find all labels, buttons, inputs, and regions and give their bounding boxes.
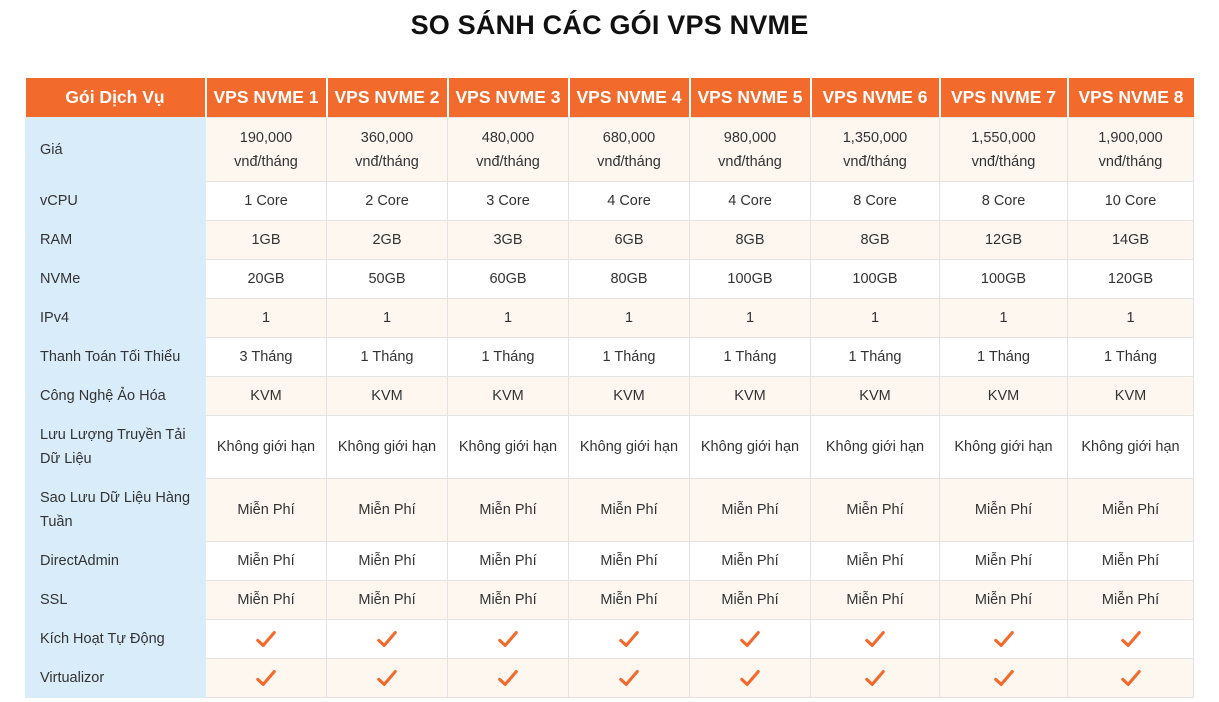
table-cell — [811, 659, 940, 698]
table-cell: Miễn Phí — [940, 479, 1068, 542]
table-cell: KVM — [940, 377, 1068, 416]
price-unit: vnđ/tháng — [971, 153, 1036, 170]
table-row — [26, 479, 1194, 542]
table-row — [26, 299, 1194, 338]
table-cell: 3 Core — [448, 182, 569, 221]
check-icon — [255, 667, 277, 689]
header-plan-1: VPS NVME 1 — [206, 78, 327, 118]
row-label: DirectAdmin — [26, 542, 206, 581]
table-cell: Không giới hạn — [811, 416, 940, 479]
table-cell — [1068, 659, 1194, 698]
header-plan-8: VPS NVME 8 — [1068, 78, 1194, 118]
table-cell: Không giới hạn — [690, 416, 811, 479]
header-plan-3: VPS NVME 3 — [448, 78, 569, 118]
header-plan-7: VPS NVME 7 — [940, 78, 1068, 118]
table-cell: Miễn Phí — [206, 581, 327, 620]
row-label: RAM — [26, 221, 206, 260]
table-cell: Miễn Phí — [448, 581, 569, 620]
table-row — [26, 416, 1194, 479]
table-cell: Miễn Phí — [327, 581, 448, 620]
header-plan-2: VPS NVME 2 — [327, 78, 448, 118]
check-icon — [376, 628, 398, 650]
table-cell: Miễn Phí — [811, 542, 940, 581]
check-icon — [497, 628, 519, 650]
table-cell: KVM — [569, 377, 690, 416]
table-cell: Miễn Phí — [327, 542, 448, 581]
table-cell: 100GB — [811, 260, 940, 299]
table-cell: KVM — [811, 377, 940, 416]
table-cell: Miễn Phí — [569, 581, 690, 620]
price-unit: vnđ/tháng — [234, 153, 298, 170]
table-cell: 1 Tháng — [811, 338, 940, 377]
table-cell: 3GB — [448, 221, 569, 260]
table-cell: Không giới hạn — [569, 416, 690, 479]
table-cell: KVM — [690, 377, 811, 416]
check-icon — [739, 667, 761, 689]
table-cell: 1GB — [206, 221, 327, 260]
table-cell: Miễn Phí — [448, 542, 569, 581]
table-cell: Miễn Phí — [690, 542, 811, 581]
comparison-table — [25, 78, 1194, 698]
table-cell: Miễn Phí — [811, 581, 940, 620]
table-cell: 1 — [940, 299, 1068, 338]
row-label: Sao Lưu Dữ Liệu Hàng Tuần — [26, 479, 206, 542]
table-cell: 1 — [448, 299, 569, 338]
table-cell — [690, 118, 811, 182]
header-service-label: Gói Dịch Vụ — [26, 78, 206, 118]
table-row — [26, 659, 1194, 698]
table-cell: 8GB — [811, 221, 940, 260]
table-cell — [206, 118, 327, 182]
table-cell: Miễn Phí — [690, 479, 811, 542]
table-cell: 100GB — [940, 260, 1068, 299]
table-row — [26, 581, 1194, 620]
table-cell: Miễn Phí — [569, 542, 690, 581]
table-cell: 1 Tháng — [448, 338, 569, 377]
price-amount: 190,000 — [239, 129, 293, 146]
row-label: SSL — [26, 581, 206, 620]
price-amount: 1,550,000 — [971, 129, 1036, 146]
row-label: IPv4 — [26, 299, 206, 338]
table-cell — [811, 118, 940, 182]
table-cell — [569, 620, 690, 659]
table-cell: KVM — [1068, 377, 1194, 416]
table-row — [26, 221, 1194, 260]
table-cell: 12GB — [940, 221, 1068, 260]
row-label: Công Nghệ Ảo Hóa — [26, 377, 206, 416]
check-icon — [739, 628, 761, 650]
table-cell: Miễn Phí — [811, 479, 940, 542]
table-cell: 4 Core — [569, 182, 690, 221]
price-unit: vnđ/tháng — [597, 153, 661, 170]
price-amount: 1,350,000 — [842, 129, 908, 146]
table-cell — [327, 659, 448, 698]
table-cell: 1 — [206, 299, 327, 338]
table-cell — [327, 620, 448, 659]
table-header-row — [26, 78, 1194, 118]
table-cell: 1 — [569, 299, 690, 338]
table-cell: 1 Tháng — [940, 338, 1068, 377]
table-cell — [206, 659, 327, 698]
price-unit: vnđ/tháng — [476, 153, 540, 170]
table-row — [26, 542, 1194, 581]
check-icon — [993, 628, 1015, 650]
table-cell: 4 Core — [690, 182, 811, 221]
check-icon — [864, 628, 886, 650]
table-cell: Miễn Phí — [327, 479, 448, 542]
table-cell: 60GB — [448, 260, 569, 299]
price-amount: 360,000 — [360, 129, 414, 146]
row-label: NVMe — [26, 260, 206, 299]
table-cell: 1 Core — [206, 182, 327, 221]
table-cell: 1 Tháng — [327, 338, 448, 377]
table-cell: 2GB — [327, 221, 448, 260]
row-label: Virtualizor — [26, 659, 206, 698]
table-cell: Miễn Phí — [1068, 581, 1194, 620]
table-cell: 50GB — [327, 260, 448, 299]
table-cell: Không giới hạn — [206, 416, 327, 479]
table-row — [26, 118, 1194, 182]
table-cell: 1 — [1068, 299, 1194, 338]
table-cell: Miễn Phí — [1068, 542, 1194, 581]
check-icon — [1120, 628, 1142, 650]
table-cell: Không giới hạn — [1068, 416, 1194, 479]
price-amount: 680,000 — [602, 129, 656, 146]
table-cell: Miễn Phí — [940, 542, 1068, 581]
table-cell — [690, 659, 811, 698]
table-cell — [940, 659, 1068, 698]
table-cell: KVM — [448, 377, 569, 416]
table-cell — [940, 620, 1068, 659]
table-cell — [690, 620, 811, 659]
table-cell: 20GB — [206, 260, 327, 299]
row-label: Lưu Lượng Truyền Tải Dữ Liệu — [26, 416, 206, 479]
price-amount: 1,900,000 — [1098, 129, 1163, 146]
check-icon — [255, 628, 277, 650]
table-row — [26, 377, 1194, 416]
table-cell: 1 — [811, 299, 940, 338]
row-label: Thanh Toán Tối Thiểu — [26, 338, 206, 377]
table-cell — [940, 118, 1068, 182]
check-icon — [497, 667, 519, 689]
table-cell — [327, 118, 448, 182]
check-icon — [376, 667, 398, 689]
table-cell: Miễn Phí — [206, 542, 327, 581]
price-amount: 980,000 — [723, 129, 777, 146]
table-cell: Không giới hạn — [448, 416, 569, 479]
table-cell: Không giới hạn — [940, 416, 1068, 479]
table-cell: 10 Core — [1068, 182, 1194, 221]
table-cell — [811, 620, 940, 659]
table-cell: KVM — [206, 377, 327, 416]
row-label: Giá — [26, 118, 206, 182]
table-cell: 1 Tháng — [690, 338, 811, 377]
check-icon — [618, 628, 640, 650]
row-label: Kích Hoạt Tự Động — [26, 620, 206, 659]
table-cell: 1 — [327, 299, 448, 338]
table-cell: 8 Core — [940, 182, 1068, 221]
table-row — [26, 260, 1194, 299]
check-icon — [618, 667, 640, 689]
price-unit: vnđ/tháng — [355, 153, 419, 170]
price-unit: vnđ/tháng — [1098, 153, 1163, 170]
table-cell — [448, 659, 569, 698]
price-amount: 480,000 — [481, 129, 535, 146]
table-cell: Miễn Phí — [1068, 479, 1194, 542]
table-row — [26, 620, 1194, 659]
check-icon — [993, 667, 1015, 689]
table-cell — [1068, 118, 1194, 182]
table-cell: 3 Tháng — [206, 338, 327, 377]
table-cell: 120GB — [1068, 260, 1194, 299]
table-cell — [569, 659, 690, 698]
table-row — [26, 338, 1194, 377]
table-cell: 100GB — [690, 260, 811, 299]
table-row — [26, 182, 1194, 221]
table-cell: Không giới hạn — [327, 416, 448, 479]
header-plan-6: VPS NVME 6 — [811, 78, 940, 118]
table-cell — [448, 620, 569, 659]
table-cell: 8GB — [690, 221, 811, 260]
price-unit: vnđ/tháng — [718, 153, 782, 170]
table-cell: 2 Core — [327, 182, 448, 221]
table-cell: Miễn Phí — [569, 479, 690, 542]
check-icon — [864, 667, 886, 689]
page-title: SO SÁNH CÁC GÓI VPS NVME — [410, 10, 809, 40]
table-cell — [1068, 620, 1194, 659]
table-cell — [206, 620, 327, 659]
table-cell: 8 Core — [811, 182, 940, 221]
check-icon — [1120, 667, 1142, 689]
table-cell — [448, 118, 569, 182]
table-cell: 14GB — [1068, 221, 1194, 260]
table-cell: KVM — [327, 377, 448, 416]
row-label: vCPU — [26, 182, 206, 221]
header-plan-5: VPS NVME 5 — [690, 78, 811, 118]
header-plan-4: VPS NVME 4 — [569, 78, 690, 118]
table-cell: 80GB — [569, 260, 690, 299]
table-cell: Miễn Phí — [940, 581, 1068, 620]
table-cell: Miễn Phí — [690, 581, 811, 620]
table-cell: Miễn Phí — [206, 479, 327, 542]
table-cell: 6GB — [569, 221, 690, 260]
table-cell — [569, 118, 690, 182]
table-cell: 1 — [690, 299, 811, 338]
table-cell: 1 Tháng — [1068, 338, 1194, 377]
table-cell: Miễn Phí — [448, 479, 569, 542]
price-unit: vnđ/tháng — [843, 153, 907, 170]
table-cell: 1 Tháng — [569, 338, 690, 377]
